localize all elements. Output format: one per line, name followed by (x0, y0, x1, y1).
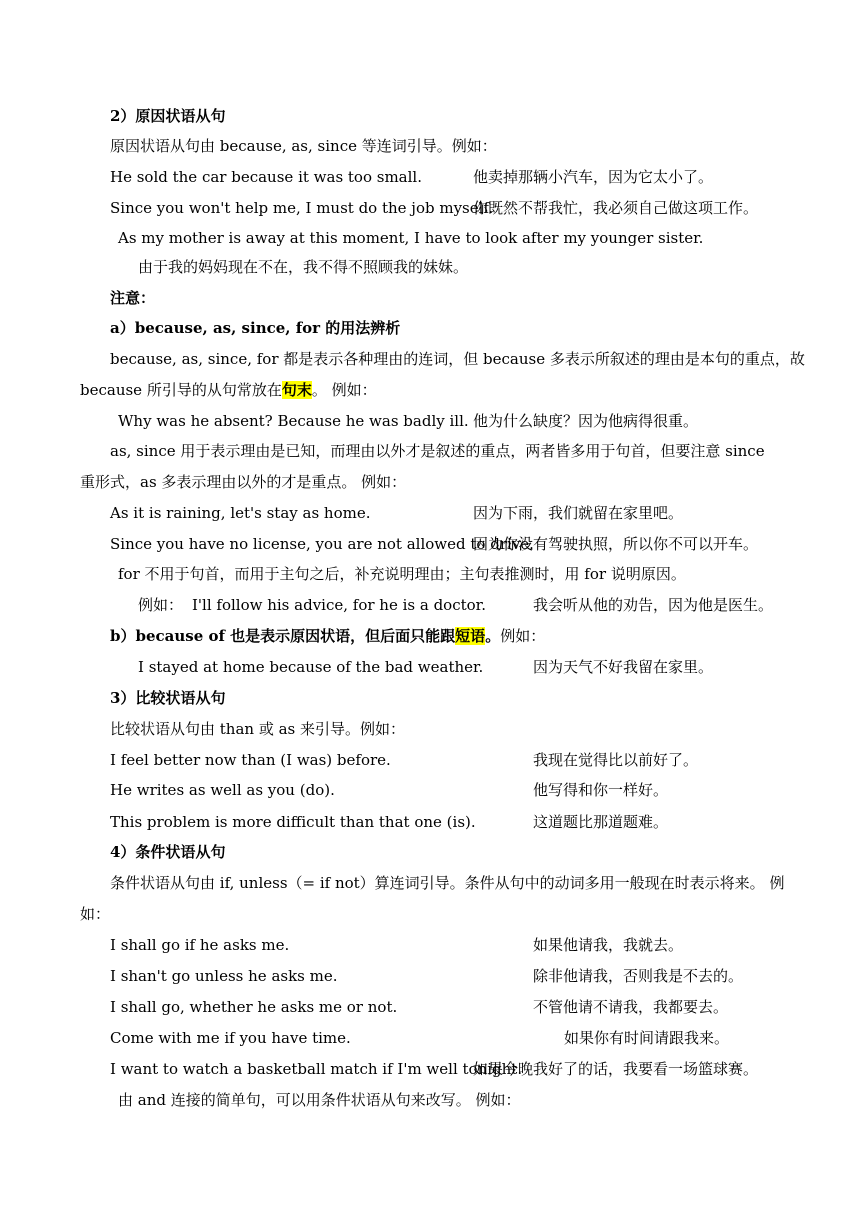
example-zh: 因为下雨，我们就留在家里吧。 (473, 504, 684, 522)
example-en: I feel better now than (I was) before. (110, 751, 391, 769)
example-en: I shall go if he asks me. (110, 936, 290, 954)
example-zh: 我会听从他的劝告，因为他是医生。 (533, 596, 774, 614)
paragraph: because, as, since, for 都是表示各种理由的连词，但 because 多表示所叙述的理由是本句的重点，故 (110, 350, 805, 368)
example-zh: 因为你没有驾驶执照，所以你不可以开车。 (473, 535, 759, 553)
paragraph (80, 380, 377, 400)
example-zh: 他为什么缺度？因为他病得很重。 (473, 412, 699, 430)
example-zh: 我现在觉得比以前好了。 (533, 751, 699, 769)
paragraph: 条件状语从句由 if, unless（= if not）算连词引导。条件从句中的动词多用一般现在时表示将来。 例 (110, 874, 785, 892)
example-zh: 他写得和你一样好。 (533, 781, 669, 799)
section-heading-condition: 4）条件状语从句 (110, 843, 226, 861)
example-en: I want to watch a basketball match if I'm well tonight. (110, 1060, 523, 1078)
subheading-text: 例如： (500, 627, 546, 645)
example-zh: 如果今晚我好了的话，我要看一场篮球赛。 (473, 1060, 759, 1078)
example-zh: 你既然不帮我忙，我必须自己做这项工作。 (473, 199, 759, 217)
highlight-text: 句末 (281, 381, 312, 399)
paragraph: 比较状语从句由 than 或 as 来引导。例如： (110, 720, 406, 738)
paragraph: 如： (80, 905, 111, 923)
example-zh: 他卖掉那辆小汽车，因为它太小了。 (473, 168, 714, 186)
subheading-a: a）because, as, since, for 的用法辨析 (110, 319, 401, 337)
paragraph-text: because 所引导的从句常放在 (80, 381, 282, 399)
highlight-text: 短语 (455, 627, 486, 645)
example-zh: 不管他请不请我，我都要去。 (533, 998, 729, 1016)
example-en: Come with me if you have time. (110, 1029, 351, 1047)
example-en: I shan't go unless he asks me. (110, 967, 338, 985)
paragraph: 重形式，as 多表示理由以外的才是重点。 例如： (80, 473, 407, 491)
example-label: 例如： (138, 596, 184, 614)
example-en: Since you won't help me, I must do the job myself. (110, 199, 494, 217)
subheading-text: b）because of 也是表示原因状语，但后面只能跟 (110, 627, 456, 645)
example-zh: 如果你有时间请跟我来。 (564, 1029, 730, 1047)
example-zh: 除非他请我，否则我是不去的。 (533, 967, 744, 985)
example-en: Since you have no license, you are not allowed to drive. (110, 535, 534, 553)
subheading-b (110, 626, 545, 646)
example-en: I stayed at home because of the bad weather. (138, 658, 484, 676)
section-heading-comparison: 3）比较状语从句 (110, 689, 226, 707)
subheading-text: 。 (485, 627, 501, 645)
paragraph-text: 。 例如： (311, 381, 377, 399)
section-heading-cause: 2）原因状语从句 (110, 107, 226, 125)
example-zh: 由于我的妈妈现在不在，我不得不照顾我的妹妹。 (138, 258, 469, 276)
paragraph: 由 and 连接的简单句，可以用条件状语从句来改写。 例如： (118, 1091, 521, 1109)
example-en: He sold the car because it was too small. (110, 168, 422, 186)
example-zh: 因为天气不好我留在家里。 (533, 658, 714, 676)
example-en: I shall go, whether he asks me or not. (110, 998, 398, 1016)
example-en: As my mother is away at this moment, I have to look after my younger sister. (118, 229, 704, 247)
example-en: He writes as well as you (do). (110, 781, 335, 799)
example-en: I'll follow his advice, for he is a doctor. (192, 596, 486, 614)
paragraph: for 不用于句首，而用于主句之后，补充说明理由；主句表推测时，用 for 说明原因。 (118, 565, 686, 583)
paragraph: 原因状语从句由 because, as, since 等连词引导。例如： (110, 137, 497, 155)
example-en: Why was he absent? Because he was badly ill. (118, 412, 469, 430)
example-zh: 如果他请我，我就去。 (533, 936, 684, 954)
note-label: 注意： (110, 289, 156, 307)
paragraph: as, since 用于表示理由是已知，而理由以外才是叙述的重点，两者皆多用于句首，但要注意 since (110, 442, 765, 460)
example-en: This problem is more difficult than that one (is). (110, 813, 476, 831)
example-en: As it is raining, let's stay as home. (110, 504, 371, 522)
example-zh: 这道题比那道题难。 (533, 813, 669, 831)
